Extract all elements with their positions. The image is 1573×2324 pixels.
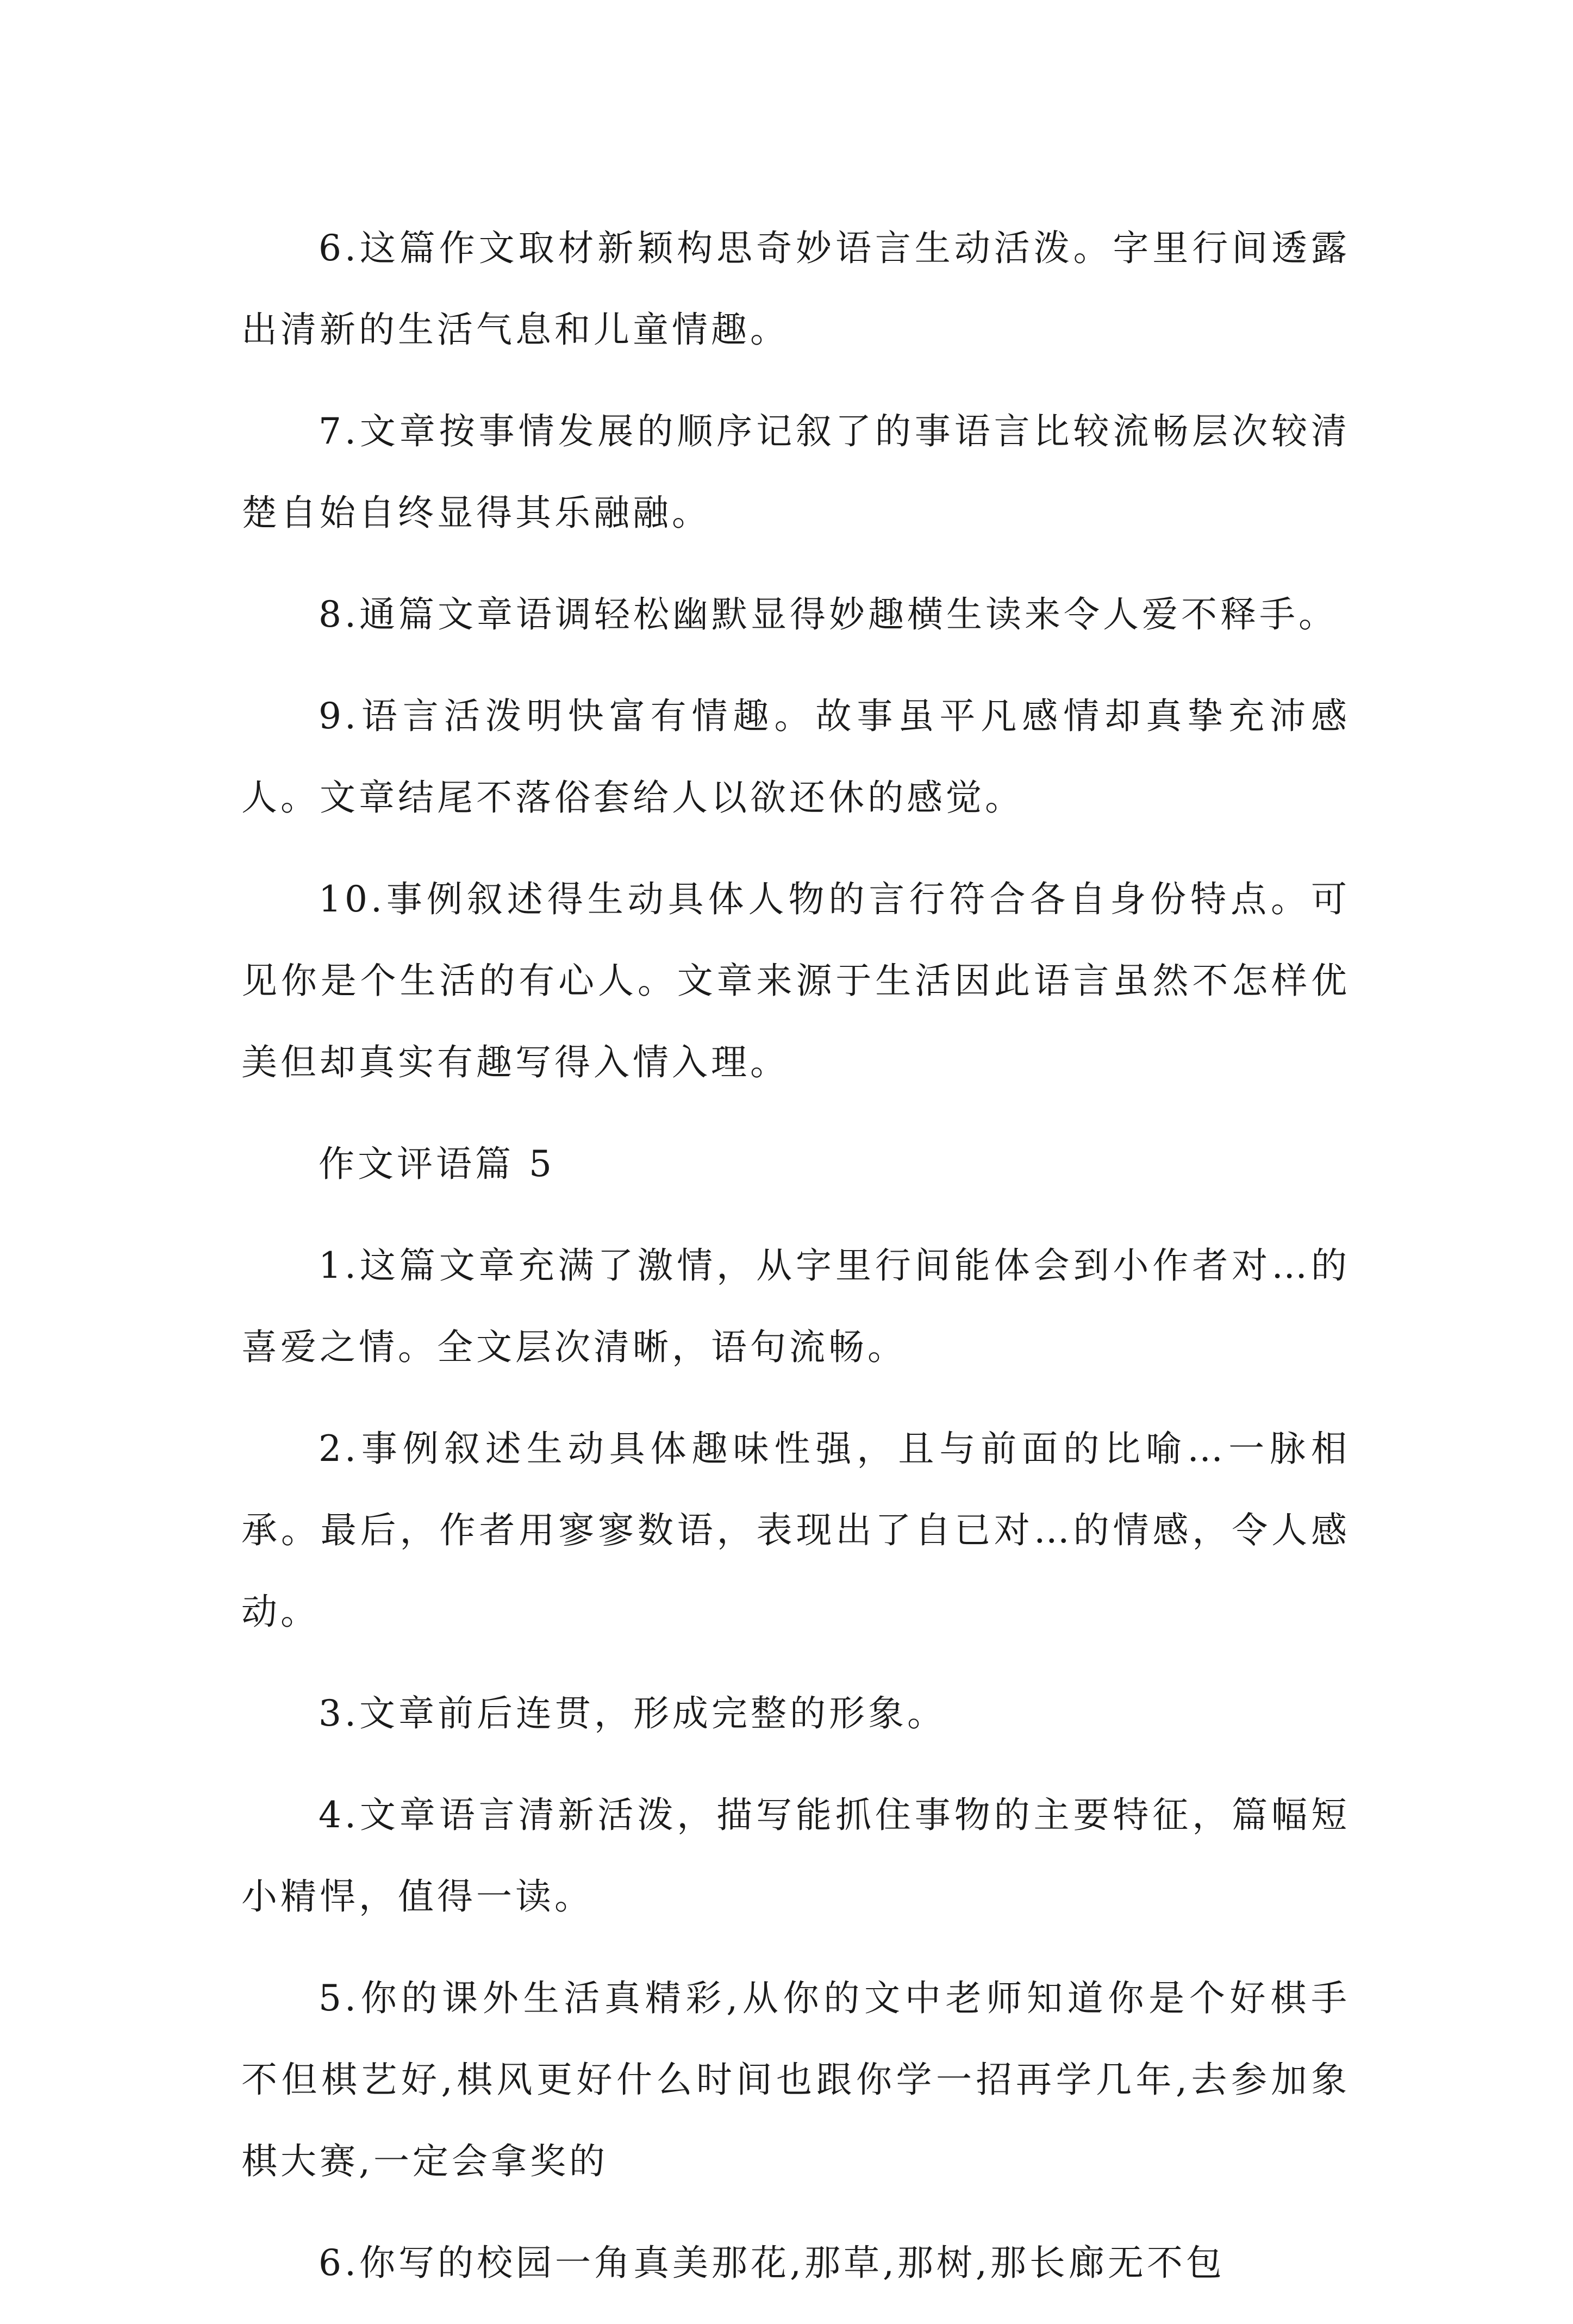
section5-paragraph-3: 3.文章前后连贯，形成完整的形象。 [319,1692,946,1734]
section5-paragraph-1: 1.这篇文章充满了激情，从字里行间能体会到小作者对…的喜爱之情。全文层次清晰，语句流畅。 [241,1245,1350,1368]
section5-paragraph-5: 5.你的课外生活真精彩,从你的文中老师知道你是个好棋手不但棋艺好,棋风更好什么时间也跟你学一招再学几年,去参加象棋大赛,一定会拿奖的 [241,1977,1350,2182]
comment-paragraph-6: 6.这篇作文取材新颖构思奇妙语言生动活泼。字里行间透露出清新的生活气息和儿童情趣。 [241,227,1350,351]
document-page [241,208,1350,2324]
comment-paragraph-8: 8.通篇文章语调轻松幽默显得妙趣横生读来令人爱不释手。 [319,594,1338,635]
comment-paragraph-7: 7.文章按事情发展的顺序记叙了的事语言比较流畅层次较清楚自始自终显得其乐融融。 [241,410,1350,534]
section5-paragraph-6: 6.你写的校园一角真美那花,那草,那树,那长廊无不包 [319,2242,1225,2284]
comment-paragraph-9: 9.语言活泼明快富有情趣。故事虽平凡感情却真挚充沛感人。文章结尾不落俗套给人以欲还休的感觉。 [241,695,1350,819]
section5-paragraph-2: 2.事例叙述生动具体趣味性强，且与前面的比喻…一脉相承。最后，作者用寥寥数语，表现出了自已对…的情感，令人感动。 [241,1428,1350,1633]
section5-paragraph-4: 4.文章语言清新活泼，描写能抓住事物的主要特征，篇幅短小精悍，值得一读。 [241,1794,1350,1917]
section-heading: 作文评语篇 5 [319,1143,555,1185]
comment-paragraph-10: 10.事例叙述得生动具体人物的言行符合各自身份特点。可见你是个生活的有心人。文章来源于生活因此语言虽然不怎样优美但却真实有趣写得入情入理。 [241,878,1350,1083]
